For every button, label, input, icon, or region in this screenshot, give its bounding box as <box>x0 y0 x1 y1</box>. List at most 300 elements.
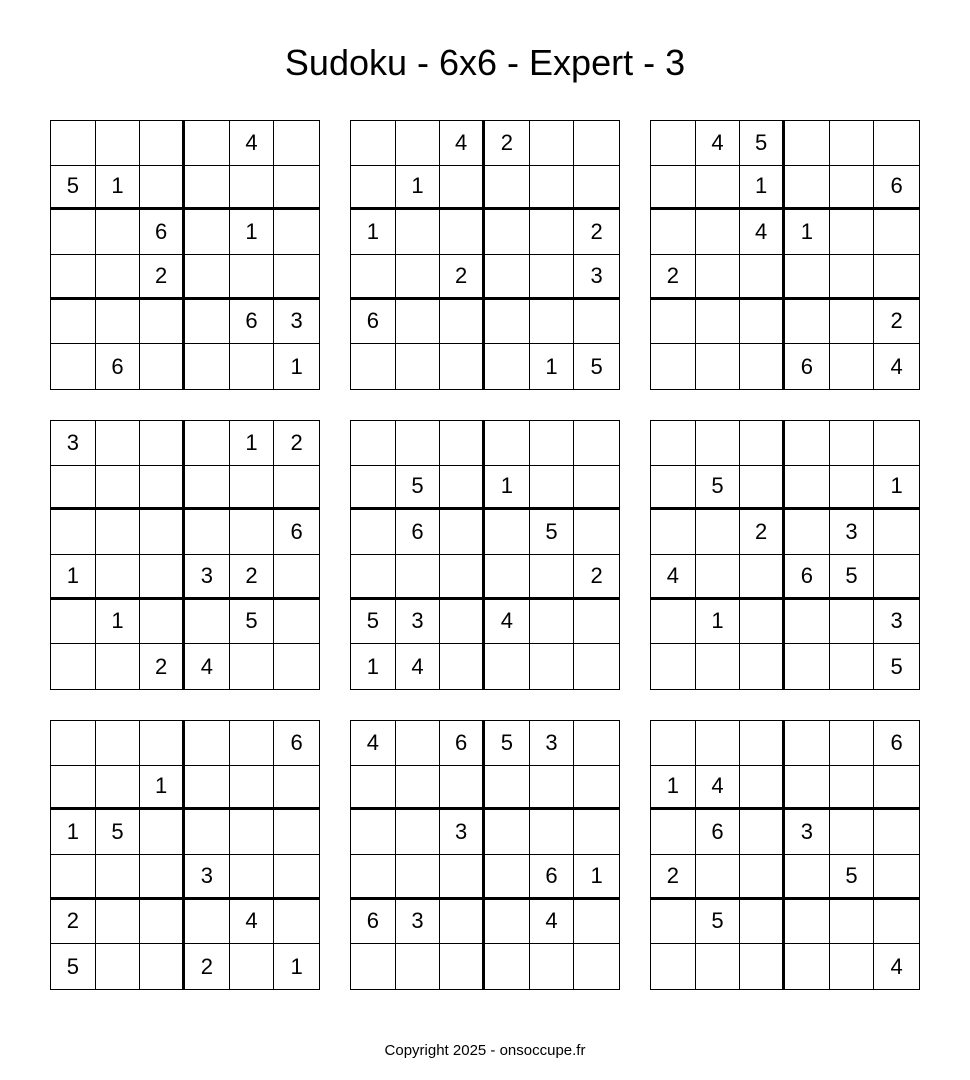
sudoku-cell[interactable] <box>785 421 830 466</box>
sudoku-cell[interactable] <box>785 900 830 945</box>
sudoku-cell[interactable]: 3 <box>396 900 441 945</box>
sudoku-cell[interactable]: 3 <box>185 555 230 600</box>
sudoku-cell[interactable]: 5 <box>530 510 575 555</box>
sudoku-cell[interactable]: 6 <box>274 721 319 766</box>
sudoku-cell[interactable] <box>830 300 875 345</box>
sudoku-cell[interactable] <box>651 644 696 689</box>
sudoku-cell[interactable] <box>140 555 185 600</box>
sudoku-cell[interactable] <box>785 766 830 811</box>
sudoku-cell[interactable] <box>485 855 530 900</box>
sudoku-cell[interactable] <box>696 255 741 300</box>
sudoku-cell[interactable] <box>140 810 185 855</box>
sudoku-cell[interactable] <box>96 900 141 945</box>
sudoku-cell[interactable] <box>696 555 741 600</box>
sudoku-cell[interactable]: 1 <box>785 210 830 255</box>
sudoku-cell[interactable] <box>351 510 396 555</box>
sudoku-cell[interactable] <box>696 166 741 211</box>
sudoku-cell[interactable] <box>274 210 319 255</box>
sudoku-cell[interactable] <box>574 466 619 511</box>
sudoku-cell[interactable] <box>51 855 96 900</box>
sudoku-cell[interactable] <box>574 644 619 689</box>
sudoku-cell[interactable] <box>785 600 830 645</box>
sudoku-cell[interactable] <box>485 210 530 255</box>
sudoku-cell[interactable]: 1 <box>51 810 96 855</box>
sudoku-cell[interactable]: 3 <box>785 810 830 855</box>
sudoku-cell[interactable]: 1 <box>96 600 141 645</box>
sudoku-cell[interactable] <box>396 121 441 166</box>
sudoku-cell[interactable]: 6 <box>874 721 919 766</box>
sudoku-cell[interactable] <box>96 510 141 555</box>
sudoku-cell[interactable] <box>230 810 275 855</box>
sudoku-cell[interactable] <box>96 721 141 766</box>
sudoku-cell[interactable]: 2 <box>874 300 919 345</box>
sudoku-cell[interactable] <box>351 855 396 900</box>
sudoku-cell[interactable] <box>574 421 619 466</box>
sudoku-cell[interactable] <box>96 644 141 689</box>
sudoku-cell[interactable] <box>396 300 441 345</box>
sudoku-cell[interactable] <box>230 644 275 689</box>
sudoku-cell[interactable] <box>651 344 696 389</box>
sudoku-cell[interactable] <box>740 900 785 945</box>
sudoku-cell[interactable] <box>51 344 96 389</box>
sudoku-cell[interactable] <box>51 466 96 511</box>
sudoku-cell[interactable] <box>351 944 396 989</box>
sudoku-cell[interactable] <box>785 944 830 989</box>
sudoku-cell[interactable] <box>485 510 530 555</box>
sudoku-cell[interactable] <box>185 721 230 766</box>
sudoku-cell[interactable]: 2 <box>185 944 230 989</box>
sudoku-cell[interactable] <box>185 900 230 945</box>
sudoku-cell[interactable]: 1 <box>351 644 396 689</box>
sudoku-cell[interactable] <box>96 210 141 255</box>
sudoku-cell[interactable] <box>230 255 275 300</box>
sudoku-cell[interactable] <box>830 210 875 255</box>
sudoku-cell[interactable] <box>440 300 485 345</box>
sudoku-cell[interactable] <box>574 600 619 645</box>
sudoku-cell[interactable] <box>351 810 396 855</box>
sudoku-cell[interactable] <box>274 900 319 945</box>
sudoku-cell[interactable] <box>485 944 530 989</box>
sudoku-cell[interactable] <box>440 510 485 555</box>
sudoku-cell[interactable]: 2 <box>140 255 185 300</box>
sudoku-cell[interactable] <box>696 721 741 766</box>
sudoku-cell[interactable] <box>140 944 185 989</box>
sudoku-cell[interactable] <box>530 121 575 166</box>
sudoku-cell[interactable] <box>440 421 485 466</box>
sudoku-cell[interactable] <box>785 466 830 511</box>
sudoku-cell[interactable]: 6 <box>274 510 319 555</box>
sudoku-cell[interactable]: 6 <box>96 344 141 389</box>
sudoku-cell[interactable] <box>396 421 441 466</box>
sudoku-cell[interactable]: 5 <box>696 900 741 945</box>
sudoku-cell[interactable]: 2 <box>574 210 619 255</box>
sudoku-cell[interactable] <box>230 466 275 511</box>
sudoku-cell[interactable] <box>274 600 319 645</box>
sudoku-cell[interactable]: 5 <box>396 466 441 511</box>
sudoku-cell[interactable]: 5 <box>230 600 275 645</box>
sudoku-cell[interactable] <box>830 944 875 989</box>
sudoku-cell[interactable] <box>440 166 485 211</box>
sudoku-cell[interactable] <box>785 300 830 345</box>
sudoku-cell[interactable] <box>651 810 696 855</box>
sudoku-cell[interactable]: 1 <box>51 555 96 600</box>
sudoku-cell[interactable]: 4 <box>440 121 485 166</box>
sudoku-cell[interactable]: 2 <box>274 421 319 466</box>
sudoku-cell[interactable]: 6 <box>230 300 275 345</box>
sudoku-cell[interactable] <box>574 121 619 166</box>
sudoku-cell[interactable] <box>874 766 919 811</box>
sudoku-cell[interactable] <box>351 421 396 466</box>
sudoku-cell[interactable] <box>396 810 441 855</box>
sudoku-cell[interactable] <box>440 644 485 689</box>
sudoku-cell[interactable] <box>785 121 830 166</box>
sudoku-cell[interactable]: 2 <box>51 900 96 945</box>
sudoku-cell[interactable]: 3 <box>396 600 441 645</box>
sudoku-cell[interactable]: 6 <box>785 555 830 600</box>
sudoku-cell[interactable] <box>485 810 530 855</box>
sudoku-cell[interactable]: 1 <box>396 166 441 211</box>
sudoku-cell[interactable] <box>274 810 319 855</box>
sudoku-cell[interactable] <box>140 900 185 945</box>
sudoku-cell[interactable] <box>530 600 575 645</box>
sudoku-cell[interactable] <box>440 600 485 645</box>
sudoku-cell[interactable]: 5 <box>51 166 96 211</box>
sudoku-cell[interactable]: 6 <box>351 300 396 345</box>
sudoku-cell[interactable] <box>230 344 275 389</box>
sudoku-cell[interactable]: 5 <box>485 721 530 766</box>
sudoku-cell[interactable] <box>96 766 141 811</box>
sudoku-cell[interactable] <box>96 555 141 600</box>
sudoku-cell[interactable]: 6 <box>396 510 441 555</box>
sudoku-cell[interactable] <box>874 510 919 555</box>
sudoku-cell[interactable] <box>351 555 396 600</box>
sudoku-cell[interactable] <box>396 555 441 600</box>
sudoku-cell[interactable] <box>351 344 396 389</box>
sudoku-cell[interactable]: 6 <box>140 210 185 255</box>
sudoku-cell[interactable] <box>740 421 785 466</box>
sudoku-cell[interactable] <box>530 466 575 511</box>
sudoku-cell[interactable] <box>530 210 575 255</box>
sudoku-cell[interactable] <box>51 255 96 300</box>
sudoku-cell[interactable] <box>651 166 696 211</box>
sudoku-cell[interactable] <box>185 810 230 855</box>
sudoku-cell[interactable] <box>785 855 830 900</box>
sudoku-cell[interactable] <box>230 166 275 211</box>
sudoku-cell[interactable] <box>740 555 785 600</box>
sudoku-cell[interactable]: 4 <box>530 900 575 945</box>
sudoku-cell[interactable] <box>185 600 230 645</box>
sudoku-cell[interactable] <box>51 600 96 645</box>
sudoku-cell[interactable] <box>830 900 875 945</box>
sudoku-cell[interactable] <box>51 121 96 166</box>
sudoku-cell[interactable]: 4 <box>740 210 785 255</box>
sudoku-cell[interactable]: 5 <box>830 555 875 600</box>
sudoku-cell[interactable]: 1 <box>574 855 619 900</box>
sudoku-cell[interactable] <box>785 721 830 766</box>
sudoku-cell[interactable] <box>830 166 875 211</box>
sudoku-cell[interactable] <box>274 121 319 166</box>
sudoku-cell[interactable] <box>274 644 319 689</box>
sudoku-cell[interactable]: 2 <box>651 255 696 300</box>
sudoku-cell[interactable] <box>696 421 741 466</box>
sudoku-cell[interactable]: 5 <box>890 653 903 679</box>
sudoku-cell[interactable] <box>51 721 96 766</box>
sudoku-cell[interactable] <box>140 466 185 511</box>
sudoku-cell[interactable] <box>140 421 185 466</box>
sudoku-cell[interactable] <box>874 255 919 300</box>
sudoku-cell[interactable] <box>651 121 696 166</box>
sudoku-cell[interactable]: 3 <box>440 810 485 855</box>
sudoku-cell[interactable] <box>274 555 319 600</box>
sudoku-cell[interactable]: 4 <box>185 644 230 689</box>
sudoku-cell[interactable] <box>651 721 696 766</box>
sudoku-cell[interactable] <box>485 421 530 466</box>
sudoku-cell[interactable] <box>830 344 875 389</box>
sudoku-cell[interactable] <box>230 855 275 900</box>
sudoku-cell[interactable] <box>396 344 441 389</box>
sudoku-cell[interactable] <box>530 255 575 300</box>
sudoku-cell[interactable] <box>785 255 830 300</box>
sudoku-cell[interactable]: 5 <box>696 466 741 511</box>
sudoku-cell[interactable]: 4 <box>696 766 741 811</box>
sudoku-cell[interactable] <box>230 721 275 766</box>
sudoku-cell[interactable] <box>351 121 396 166</box>
sudoku-cell[interactable] <box>96 121 141 166</box>
sudoku-cell[interactable]: 3 <box>574 255 619 300</box>
sudoku-cell[interactable] <box>830 644 875 689</box>
sudoku-cell[interactable] <box>274 166 319 211</box>
sudoku-cell[interactable] <box>651 466 696 511</box>
sudoku-cell[interactable]: 4 <box>696 121 741 166</box>
sudoku-cell[interactable] <box>185 766 230 811</box>
sudoku-cell[interactable]: 4 <box>890 953 903 979</box>
sudoku-cell[interactable]: 5 <box>830 855 875 900</box>
sudoku-cell[interactable] <box>274 255 319 300</box>
sudoku-cell[interactable]: 2 <box>740 510 785 555</box>
sudoku-cell[interactable] <box>51 510 96 555</box>
sudoku-cell[interactable]: 3 <box>874 600 919 645</box>
sudoku-cell[interactable] <box>651 900 696 945</box>
sudoku-cell[interactable] <box>574 810 619 855</box>
sudoku-cell[interactable] <box>530 644 575 689</box>
sudoku-cell[interactable] <box>140 855 185 900</box>
sudoku-cell[interactable] <box>185 255 230 300</box>
sudoku-cell[interactable]: 1 <box>96 166 141 211</box>
sudoku-cell[interactable] <box>874 810 919 855</box>
sudoku-cell[interactable]: 5 <box>351 600 396 645</box>
sudoku-cell[interactable] <box>740 644 785 689</box>
sudoku-cell[interactable] <box>530 166 575 211</box>
sudoku-cell[interactable] <box>696 344 741 389</box>
sudoku-cell[interactable] <box>485 344 530 389</box>
sudoku-cell[interactable] <box>485 300 530 345</box>
sudoku-cell[interactable] <box>874 855 919 900</box>
sudoku-cell[interactable] <box>830 721 875 766</box>
sudoku-cell[interactable] <box>96 421 141 466</box>
sudoku-cell[interactable] <box>651 600 696 645</box>
sudoku-cell[interactable] <box>530 555 575 600</box>
sudoku-cell[interactable] <box>530 810 575 855</box>
sudoku-cell[interactable]: 4 <box>230 121 275 166</box>
sudoku-cell[interactable] <box>440 210 485 255</box>
sudoku-cell[interactable] <box>785 166 830 211</box>
sudoku-cell[interactable] <box>140 510 185 555</box>
sudoku-cell[interactable] <box>230 766 275 811</box>
sudoku-cell[interactable] <box>485 255 530 300</box>
sudoku-cell[interactable] <box>140 121 185 166</box>
sudoku-cell[interactable]: 2 <box>140 644 185 689</box>
sudoku-cell[interactable]: 2 <box>230 555 275 600</box>
sudoku-cell[interactable] <box>874 210 919 255</box>
sudoku-cell[interactable]: 1 <box>696 600 741 645</box>
sudoku-cell[interactable] <box>396 766 441 811</box>
sudoku-cell[interactable]: 1 <box>230 421 275 466</box>
sudoku-cell[interactable] <box>696 300 741 345</box>
sudoku-cell[interactable] <box>830 466 875 511</box>
sudoku-cell[interactable] <box>440 344 485 389</box>
sudoku-cell[interactable] <box>485 766 530 811</box>
sudoku-cell[interactable]: 3 <box>51 421 96 466</box>
sudoku-cell[interactable]: 3 <box>274 300 319 345</box>
sudoku-cell[interactable] <box>574 510 619 555</box>
sudoku-cell[interactable]: 3 <box>530 721 575 766</box>
sudoku-cell[interactable] <box>185 510 230 555</box>
sudoku-cell[interactable] <box>351 255 396 300</box>
sudoku-cell[interactable]: 4 <box>396 644 441 689</box>
sudoku-cell[interactable] <box>830 810 875 855</box>
sudoku-cell[interactable] <box>396 944 441 989</box>
sudoku-cell[interactable] <box>440 900 485 945</box>
sudoku-cell[interactable] <box>696 944 741 989</box>
sudoku-cell[interactable] <box>396 855 441 900</box>
sudoku-cell[interactable]: 6 <box>696 810 741 855</box>
sudoku-cell[interactable]: 1 <box>230 210 275 255</box>
sudoku-cell[interactable] <box>530 300 575 345</box>
sudoku-cell[interactable]: 4 <box>485 600 530 645</box>
sudoku-cell[interactable]: 5 <box>96 810 141 855</box>
sudoku-cell[interactable] <box>651 944 696 989</box>
sudoku-cell[interactable]: 6 <box>440 721 485 766</box>
sudoku-cell[interactable] <box>396 255 441 300</box>
sudoku-cell[interactable] <box>351 766 396 811</box>
sudoku-cell[interactable]: 6 <box>530 855 575 900</box>
sudoku-cell[interactable] <box>96 944 141 989</box>
sudoku-cell[interactable] <box>874 121 919 166</box>
sudoku-cell[interactable] <box>485 555 530 600</box>
sudoku-cell[interactable] <box>185 166 230 211</box>
sudoku-cell[interactable]: 2 <box>574 555 619 600</box>
sudoku-cell[interactable]: 4 <box>230 900 275 945</box>
sudoku-cell[interactable] <box>140 344 185 389</box>
sudoku-cell[interactable] <box>274 855 319 900</box>
sudoku-cell[interactable] <box>230 944 275 989</box>
sudoku-cell[interactable] <box>574 300 619 345</box>
sudoku-cell[interactable] <box>485 644 530 689</box>
sudoku-cell[interactable] <box>574 721 619 766</box>
sudoku-cell[interactable] <box>651 210 696 255</box>
sudoku-cell[interactable] <box>351 466 396 511</box>
sudoku-cell[interactable] <box>874 900 919 945</box>
sudoku-cell[interactable] <box>740 466 785 511</box>
sudoku-cell[interactable]: 6 <box>351 900 396 945</box>
sudoku-cell[interactable] <box>740 855 785 900</box>
sudoku-cell[interactable] <box>740 810 785 855</box>
sudoku-cell[interactable] <box>396 210 441 255</box>
sudoku-cell[interactable] <box>830 255 875 300</box>
sudoku-cell[interactable] <box>696 855 741 900</box>
sudoku-cell[interactable] <box>740 344 785 389</box>
sudoku-cell[interactable] <box>485 166 530 211</box>
sudoku-cell[interactable] <box>440 555 485 600</box>
sudoku-cell[interactable]: 5 <box>590 353 603 379</box>
sudoku-cell[interactable] <box>274 766 319 811</box>
sudoku-cell[interactable] <box>140 300 185 345</box>
sudoku-cell[interactable] <box>140 600 185 645</box>
sudoku-cell[interactable] <box>874 421 919 466</box>
sudoku-cell[interactable] <box>651 421 696 466</box>
sudoku-cell[interactable] <box>185 466 230 511</box>
sudoku-cell[interactable] <box>530 766 575 811</box>
sudoku-cell[interactable] <box>396 721 441 766</box>
sudoku-cell[interactable] <box>830 600 875 645</box>
sudoku-cell[interactable]: 4 <box>890 353 903 379</box>
sudoku-cell[interactable] <box>830 766 875 811</box>
sudoku-cell[interactable] <box>874 555 919 600</box>
sudoku-cell[interactable]: 1 <box>351 210 396 255</box>
sudoku-cell[interactable] <box>830 421 875 466</box>
sudoku-cell[interactable] <box>740 721 785 766</box>
sudoku-cell[interactable] <box>530 944 575 989</box>
sudoku-cell[interactable] <box>351 166 396 211</box>
sudoku-cell[interactable]: 1 <box>530 344 575 389</box>
sudoku-cell[interactable] <box>51 766 96 811</box>
sudoku-cell[interactable] <box>140 166 185 211</box>
sudoku-cell[interactable] <box>740 766 785 811</box>
sudoku-cell[interactable]: 5 <box>51 944 96 989</box>
sudoku-cell[interactable] <box>740 300 785 345</box>
sudoku-cell[interactable]: 2 <box>651 855 696 900</box>
sudoku-cell[interactable]: 3 <box>830 510 875 555</box>
sudoku-cell[interactable]: 1 <box>290 353 303 379</box>
sudoku-cell[interactable] <box>651 510 696 555</box>
sudoku-cell[interactable]: 4 <box>351 721 396 766</box>
sudoku-cell[interactable] <box>96 855 141 900</box>
sudoku-cell[interactable] <box>574 944 619 989</box>
sudoku-cell[interactable] <box>185 344 230 389</box>
sudoku-cell[interactable] <box>574 166 619 211</box>
sudoku-cell[interactable]: 1 <box>874 466 919 511</box>
sudoku-cell[interactable]: 2 <box>485 121 530 166</box>
sudoku-cell[interactable]: 1 <box>651 766 696 811</box>
sudoku-cell[interactable]: 6 <box>874 166 919 211</box>
sudoku-cell[interactable]: 3 <box>185 855 230 900</box>
sudoku-cell[interactable] <box>740 944 785 989</box>
sudoku-cell[interactable] <box>51 210 96 255</box>
sudoku-cell[interactable] <box>51 300 96 345</box>
sudoku-cell[interactable]: 5 <box>740 121 785 166</box>
sudoku-cell[interactable] <box>696 644 741 689</box>
sudoku-cell[interactable] <box>440 766 485 811</box>
sudoku-cell[interactable] <box>96 300 141 345</box>
sudoku-cell[interactable] <box>185 421 230 466</box>
sudoku-cell[interactable] <box>440 466 485 511</box>
sudoku-cell[interactable] <box>96 466 141 511</box>
sudoku-cell[interactable] <box>696 510 741 555</box>
sudoku-cell[interactable] <box>574 766 619 811</box>
sudoku-cell[interactable] <box>185 121 230 166</box>
sudoku-cell[interactable] <box>740 600 785 645</box>
sudoku-cell[interactable] <box>185 210 230 255</box>
